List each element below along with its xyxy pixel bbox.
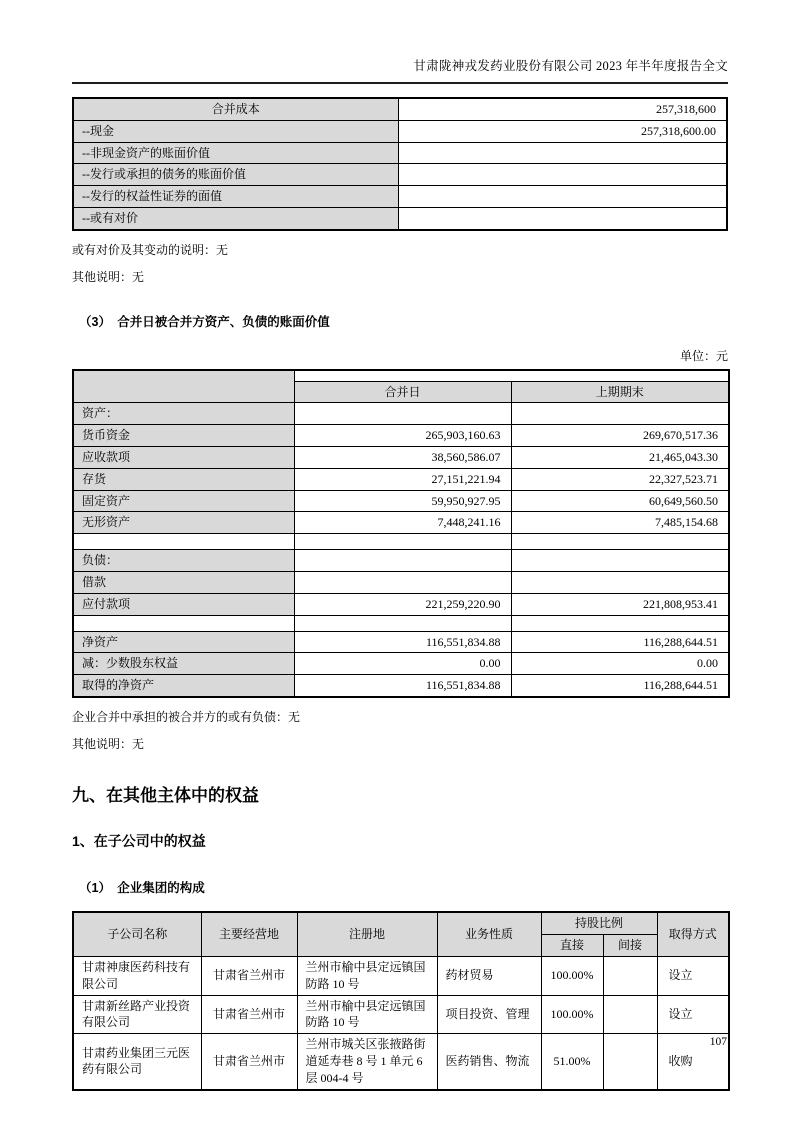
header-cell-blank [73,370,294,403]
subsidiaries-table [72,911,730,1090]
table-row [73,164,727,186]
row-value-merge-day: 38,560,586.07 [294,447,511,469]
row-value-prior-period: 7,485,154.68 [511,512,729,534]
row-value-merge-day: 116,551,834.88 [294,631,511,653]
row-value-merge-day: 27,151,221.94 [294,468,511,490]
running-header [72,56,728,84]
row-value [398,164,727,186]
row-label: --非现金资产的账面价值 [73,142,398,164]
cell-subsidiary-name: 甘肃新丝路产业投资有限公司 [73,995,201,1034]
cell-reg-place: 兰州市榆中县定远镇国防路 10 号 [297,995,437,1034]
row-label: 合并成本 [73,98,398,120]
table-row [73,593,729,615]
header-cell-shareholding: 持股比例 [541,912,657,934]
table-row [73,534,729,550]
row-value-prior-period [511,534,729,550]
header-cell-prior-period: 上期期末 [511,381,729,403]
cell-indirect-ratio [603,1034,657,1090]
header-cell-reg-place: 注册地 [297,912,437,956]
row-value-prior-period [511,572,729,594]
row-value-merge-day [294,534,511,550]
row-label: 应收款项 [73,447,294,469]
cell-reg-place: 兰州市榆中县定远镇国防路 10 号 [297,956,437,995]
table-row [73,403,729,425]
row-label: 净资产 [73,631,294,653]
table-row [73,98,727,120]
row-value-merge-day: 265,903,160.63 [294,425,511,447]
table-row [73,425,729,447]
table-row [73,675,729,697]
row-value-merge-day: 7,448,241.16 [294,512,511,534]
row-value-merge-day [294,403,511,425]
row-value-merge-day [294,615,511,631]
cell-method: 收购 [657,1034,729,1090]
note-other-1: 其他说明：无 [72,269,145,284]
row-value-merge-day: 59,950,927.95 [294,490,511,512]
header-cell-direct: 直接 [541,935,603,957]
row-value-prior-period: 221,808,953.41 [511,593,729,615]
table-row [73,468,729,490]
cell-main-place: 甘肃省兰州市 [201,956,297,995]
cell-main-place: 甘肃省兰州市 [201,995,297,1034]
header-cell-method: 取得方式 [657,912,729,956]
cell-business: 项目投资、管理 [437,995,541,1034]
row-value-prior-period: 0.00 [511,653,729,675]
row-value-prior-period: 116,288,644.51 [511,631,729,653]
row-label: --发行或承担的债务的账面价值 [73,164,398,186]
header-cell-merge-day: 合并日 [294,381,511,403]
section-heading-book-value: （3） 合并日被合并方资产、负债的账面价值 [79,315,330,330]
table-row [73,995,729,1034]
sub-heading-subsidiaries: 1、在子公司中的权益 [72,833,206,850]
row-label: 借款 [73,572,294,594]
table-row [73,631,729,653]
cell-business: 药材贸易 [437,956,541,995]
row-value-prior-period: 21,465,043.30 [511,447,729,469]
row-value-merge-day: 116,551,834.88 [294,675,511,697]
header-cell-indirect: 间接 [603,935,657,957]
row-value-prior-period [511,615,729,631]
row-value [398,186,727,208]
row-value-prior-period [511,403,729,425]
row-value-merge-day: 221,259,220.90 [294,593,511,615]
table-row [73,550,729,572]
row-label: 应付款项 [73,593,294,615]
note-contingent-liabilities: 企业合并中承担的被合并方的或有负债：无 [72,710,301,725]
row-label: 固定资产 [73,490,294,512]
cell-indirect-ratio [603,956,657,995]
row-label: 资产： [73,403,294,425]
cell-direct-ratio: 51.00% [541,1034,603,1090]
row-value [398,207,727,229]
unit-label: 单位：元 [679,349,728,364]
page-number: 107 [709,1036,727,1048]
table-row [73,572,729,594]
row-label: 货币资金 [73,425,294,447]
row-label: --发行的权益性证券的面值 [73,186,398,208]
table-row [73,956,729,995]
row-value: 257,318,600.00 [398,120,727,142]
row-value-prior-period [511,550,729,572]
header-cell-spacer [294,370,729,381]
merger-cost-table [72,97,728,231]
cell-direct-ratio: 100.00% [541,995,603,1034]
table-row [73,207,727,229]
table-row [73,120,727,142]
row-value-merge-day: 0.00 [294,653,511,675]
row-value-prior-period: 60,649,560.50 [511,490,729,512]
cell-method: 设立 [657,956,729,995]
row-value-prior-period: 22,327,523.71 [511,468,729,490]
sub-heading-group-composition: （1） 企业集团的构成 [79,881,205,896]
row-label: 取得的净资产 [73,675,294,697]
note-other-2: 其他说明：无 [72,737,145,752]
cell-indirect-ratio [603,995,657,1034]
row-value: 257,318,600 [398,98,727,120]
row-value [398,142,727,164]
table-row [73,447,729,469]
row-label: --或有对价 [73,207,398,229]
row-label [73,615,294,631]
row-value-prior-period: 116,288,644.51 [511,675,729,697]
table-row [73,1034,729,1090]
row-label: 减：少数股东权益 [73,653,294,675]
cell-subsidiary-name: 甘肃神康医药科技有限公司 [73,956,201,995]
header-cell-business: 业务性质 [437,912,541,956]
cell-main-place: 甘肃省兰州市 [201,1034,297,1090]
row-value-merge-day [294,550,511,572]
row-label: 负债： [73,550,294,572]
cell-method: 设立 [657,995,729,1034]
table-row [73,186,727,208]
report-title: 甘肃陇神戎发药业股份有限公司 2023 年半年度报告全文 [413,59,728,73]
table-row [73,490,729,512]
row-value-merge-day [294,572,511,594]
table-header-row [73,912,729,934]
cell-direct-ratio: 100.00% [541,956,603,995]
cell-business: 医药销售、物流 [437,1034,541,1090]
row-label [73,534,294,550]
note-contingent-consideration: 或有对价及其变动的说明：无 [72,242,229,257]
row-label: --现金 [73,120,398,142]
header-cell-main-place: 主要经营地 [201,912,297,956]
book-value-table [72,369,730,698]
chapter-heading: 九、在其他主体中的权益 [72,786,259,806]
table-row [73,512,729,534]
cell-subsidiary-name: 甘肃药业集团三元医药有限公司 [73,1034,201,1090]
row-label: 无形资产 [73,512,294,534]
row-value-prior-period: 269,670,517.36 [511,425,729,447]
cell-reg-place: 兰州市城关区张掖路街道延寿巷 8 号 1 单元 6 层 004-4 号 [297,1034,437,1090]
table-header-row [73,370,729,381]
table-row [73,653,729,675]
table-row [73,615,729,631]
table-row [73,142,727,164]
header-cell-subsidiary-name: 子公司名称 [73,912,201,956]
row-label: 存货 [73,468,294,490]
